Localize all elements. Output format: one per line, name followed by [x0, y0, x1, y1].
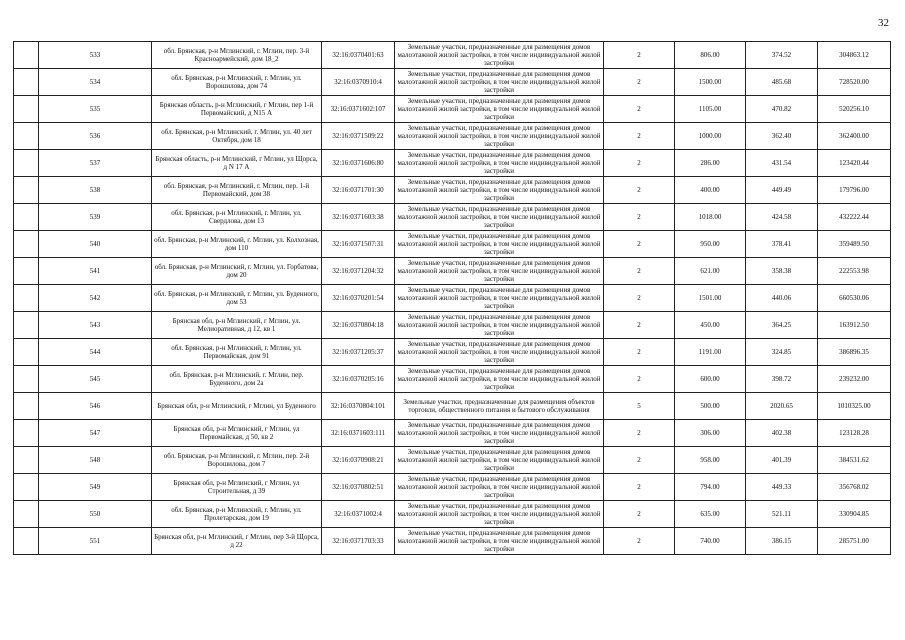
group-number-cell: 2 — [604, 42, 675, 69]
row-number-cell: 538 — [39, 177, 152, 204]
table-row — [14, 528, 891, 555]
area-cell: 740.00 — [675, 528, 746, 555]
cadastral-value-cell: 386896.35 — [818, 339, 891, 366]
cadastral-number-cell: 32:16:0370908:21 — [322, 447, 395, 474]
row-spacer-cell — [14, 393, 39, 420]
specific-cadastral-value-cell: 449.33 — [746, 474, 818, 501]
row-number-cell: 546 — [39, 393, 152, 420]
cadastral-value-cell: 330904.85 — [818, 501, 891, 528]
land-use-purpose-cell: Земельные участки, предназначенные для размещения домов малоэтажной жилой застройки, в том числе индивидуальной жилой застройки — [395, 204, 604, 231]
cadastral-value-cell: 1010325.00 — [818, 393, 891, 420]
row-number-cell: 548 — [39, 447, 152, 474]
cadastral-number-cell: 32:16:0370205:16 — [322, 366, 395, 393]
specific-cadastral-value-cell: 431.54 — [746, 150, 818, 177]
table-row — [14, 393, 891, 420]
area-cell: 286.00 — [675, 150, 746, 177]
land-use-purpose-cell: Земельные участки, предназначенные для размещения домов малоэтажной жилой застройки, в том числе индивидуальной жилой застройки — [395, 258, 604, 285]
group-number-cell: 2 — [604, 150, 675, 177]
row-number-cell: 534 — [39, 69, 152, 96]
cadastral-value-cell: 123420.44 — [818, 150, 891, 177]
land-use-purpose-cell: Земельные участки, предназначенные для размещения домов малоэтажной жилой застройки, в том числе индивидуальной жилой застройки — [395, 96, 604, 123]
specific-cadastral-value-cell: 324.85 — [746, 339, 818, 366]
area-cell: 621.00 — [675, 258, 746, 285]
row-number-cell: 541 — [39, 258, 152, 285]
land-use-purpose-cell: Земельные участки, предназначенные для размещения домов малоэтажной жилой застройки, в том числе индивидуальной жилой застройки — [395, 69, 604, 96]
cadastral-number-cell: 32:16:0371002:4 — [322, 501, 395, 528]
table-body — [14, 42, 891, 555]
address-cell: обл. Брянская, р-н Мглинский, г. Мглин, ул. 40 лет Октября, дом 18 — [152, 123, 322, 150]
row-spacer-cell — [14, 123, 39, 150]
area-cell: 1105.00 — [675, 96, 746, 123]
cadastral-number-cell: 32:16:0370804:101 — [322, 393, 395, 420]
table-row — [14, 69, 891, 96]
address-cell: Брянская область, р-н Мглинский, г Мглин, пер 1-й Первомайский, д N15 А — [152, 96, 322, 123]
address-cell: обл. Брянская, р-н Мглинский, г. Мглин, пер. Буденного, дом 2а — [152, 366, 322, 393]
row-number-cell: 543 — [39, 312, 152, 339]
cadastral-value-cell: 285751.00 — [818, 528, 891, 555]
address-cell: обл. Брянская, р-н Мглинский, г. Мглин, ул. Ворошилова, дом 74 — [152, 69, 322, 96]
group-number-cell: 2 — [604, 366, 675, 393]
specific-cadastral-value-cell: 470.82 — [746, 96, 818, 123]
group-number-cell: 2 — [604, 501, 675, 528]
group-number-cell: 2 — [604, 123, 675, 150]
specific-cadastral-value-cell: 398.72 — [746, 366, 818, 393]
cadastral-number-cell: 32:16:0371204:32 — [322, 258, 395, 285]
group-number-cell: 2 — [604, 258, 675, 285]
cadastral-value-cell: 359489.50 — [818, 231, 891, 258]
row-spacer-cell — [14, 69, 39, 96]
specific-cadastral-value-cell: 424.58 — [746, 204, 818, 231]
area-cell: 794.00 — [675, 474, 746, 501]
row-spacer-cell — [14, 231, 39, 258]
address-cell: обл. Брянская, р-н Мглинский, г. Мглин, ул. Колхозная, дом 110 — [152, 231, 322, 258]
cadastral-value-cell: 362400.00 — [818, 123, 891, 150]
group-number-cell: 2 — [604, 420, 675, 447]
table-row — [14, 42, 891, 69]
row-number-cell: 547 — [39, 420, 152, 447]
cadastral-number-cell: 32:16:0371603:38 — [322, 204, 395, 231]
land-use-purpose-cell: Земельные участки, предназначенные для размещения домов малоэтажной жилой застройки, в том числе индивидуальной жилой застройки — [395, 285, 604, 312]
row-number-cell: 542 — [39, 285, 152, 312]
area-cell: 806.00 — [675, 42, 746, 69]
table-row — [14, 150, 891, 177]
address-cell: Брянская обл, р-н Мглинский, г Мглин, ул Первомайская, д 50, кв 2 — [152, 420, 322, 447]
row-number-cell: 539 — [39, 204, 152, 231]
group-number-cell: 2 — [604, 528, 675, 555]
row-spacer-cell — [14, 42, 39, 69]
cadastral-value-cell: 123128.28 — [818, 420, 891, 447]
group-number-cell: 2 — [604, 69, 675, 96]
specific-cadastral-value-cell: 521.11 — [746, 501, 818, 528]
cadastral-value-cell: 728520.00 — [818, 69, 891, 96]
specific-cadastral-value-cell: 358.38 — [746, 258, 818, 285]
row-number-cell: 551 — [39, 528, 152, 555]
row-spacer-cell — [14, 204, 39, 231]
specific-cadastral-value-cell: 2020.65 — [746, 393, 818, 420]
land-use-purpose-cell: Земельные участки, предназначенные для размещения домов малоэтажной жилой застройки, в том числе индивидуальной жилой застройки — [395, 42, 604, 69]
address-cell: обл. Брянская, р-н Мглинский, г. Мглин, ул. Свердлова, дом 13 — [152, 204, 322, 231]
cadastral-value-cell: 222553.98 — [818, 258, 891, 285]
specific-cadastral-value-cell: 374.52 — [746, 42, 818, 69]
row-spacer-cell — [14, 258, 39, 285]
row-spacer-cell — [14, 501, 39, 528]
cadastral-value-cell: 356768.02 — [818, 474, 891, 501]
specific-cadastral-value-cell: 364.25 — [746, 312, 818, 339]
table-row — [14, 177, 891, 204]
row-spacer-cell — [14, 177, 39, 204]
row-spacer-cell — [14, 285, 39, 312]
row-spacer-cell — [14, 339, 39, 366]
group-number-cell: 2 — [604, 204, 675, 231]
land-use-purpose-cell: Земельные участки, предназначенные для размещения домов малоэтажной жилой застройки, в том числе индивидуальной жилой застройки — [395, 528, 604, 555]
table-row — [14, 420, 891, 447]
cadastral-number-cell: 32:16:0371603:111 — [322, 420, 395, 447]
land-use-purpose-cell: Земельные участки, предназначенные для размещения домов малоэтажной жилой застройки, в том числе индивидуальной жилой застройки — [395, 231, 604, 258]
cadastral-number-cell: 32:16:0370201:54 — [322, 285, 395, 312]
cadastral-value-cell: 384531.62 — [818, 447, 891, 474]
row-number-cell: 544 — [39, 339, 152, 366]
cadastral-number-cell: 32:16:0371701:30 — [322, 177, 395, 204]
area-cell: 1501.00 — [675, 285, 746, 312]
land-use-purpose-cell: Земельные участки, предназначенные для размещения домов малоэтажной жилой застройки, в том числе индивидуальной жилой застройки — [395, 501, 604, 528]
area-cell: 1000.00 — [675, 123, 746, 150]
cadastral-number-cell: 32:16:0371205:37 — [322, 339, 395, 366]
cadastral-value-cell: 520256.10 — [818, 96, 891, 123]
table-row — [14, 474, 891, 501]
specific-cadastral-value-cell: 401.39 — [746, 447, 818, 474]
area-cell: 958.00 — [675, 447, 746, 474]
row-spacer-cell — [14, 312, 39, 339]
land-use-purpose-cell: Земельные участки, предназначенные для размещения домов малоэтажной жилой застройки, в том числе индивидуальной жилой застройки — [395, 177, 604, 204]
area-cell: 400.00 — [675, 177, 746, 204]
land-use-purpose-cell: Земельные участки, предназначенные для размещения домов малоэтажной жилой застройки, в том числе индивидуальной жилой застройки — [395, 420, 604, 447]
cadastral-number-cell: 32:16:0371606:80 — [322, 150, 395, 177]
specific-cadastral-value-cell: 362.40 — [746, 123, 818, 150]
group-number-cell: 2 — [604, 312, 675, 339]
row-spacer-cell — [14, 447, 39, 474]
group-number-cell: 2 — [604, 474, 675, 501]
address-cell: обл. Брянская, р-н Мглинский, г. Мглин, пер. 2-й Ворошилова, дом 7 — [152, 447, 322, 474]
table-row — [14, 285, 891, 312]
land-use-purpose-cell: Земельные участки, предназначенные для размещения домов малоэтажной жилой застройки, в том числе индивидуальной жилой застройки — [395, 474, 604, 501]
cadastral-number-cell: 32:16:0371602:107 — [322, 96, 395, 123]
cadastral-value-cell: 432222.44 — [818, 204, 891, 231]
area-cell: 1191.00 — [675, 339, 746, 366]
cadastral-number-cell: 32:16:0370401:63 — [322, 42, 395, 69]
cadastral-number-cell: 32:16:0370804:18 — [322, 312, 395, 339]
cadastral-number-cell: 32:16:0371507:31 — [322, 231, 395, 258]
row-spacer-cell — [14, 96, 39, 123]
land-use-purpose-cell: Земельные участки, предназначенные для размещения домов малоэтажной жилой застройки, в том числе индивидуальной жилой застройки — [395, 150, 604, 177]
row-spacer-cell — [14, 528, 39, 555]
group-number-cell: 2 — [604, 285, 675, 312]
area-cell: 600.00 — [675, 366, 746, 393]
address-cell: обл. Брянская, р-н Мглинский, г. Мглин, ул. Буденного, дом 53 — [152, 285, 322, 312]
address-cell: обл. Брянская, р-н Мглинский, г. Мглин, ул. Пролетарская, дом 19 — [152, 501, 322, 528]
row-number-cell: 540 — [39, 231, 152, 258]
area-cell: 1500.00 — [675, 69, 746, 96]
group-number-cell: 5 — [604, 393, 675, 420]
address-cell: обл. Брянская, р-н Мглинский, г. Мглин, пер. 1-й Первомайский, дом 38 — [152, 177, 322, 204]
area-cell: 500.00 — [675, 393, 746, 420]
row-number-cell: 535 — [39, 96, 152, 123]
land-plots-table — [13, 41, 891, 555]
table-row — [14, 339, 891, 366]
table-row — [14, 312, 891, 339]
address-cell: Брянская обл, р-н Мглинский, г Мглин, ул Строительная, д 39 — [152, 474, 322, 501]
row-spacer-cell — [14, 366, 39, 393]
land-use-purpose-cell: Земельные участки, предназначенные для размещения домов малоэтажной жилой застройки, в том числе индивидуальной жилой застройки — [395, 447, 604, 474]
cadastral-value-cell: 239232.00 — [818, 366, 891, 393]
row-number-cell: 537 — [39, 150, 152, 177]
cadastral-number-cell: 32:16:0370910:4 — [322, 69, 395, 96]
specific-cadastral-value-cell: 386.15 — [746, 528, 818, 555]
cadastral-number-cell: 32:16:0370802:51 — [322, 474, 395, 501]
table-row — [14, 204, 891, 231]
specific-cadastral-value-cell: 402.38 — [746, 420, 818, 447]
land-use-purpose-cell: Земельные участки, предназначенные для размещения домов малоэтажной жилой застройки, в том числе индивидуальной жилой застройки — [395, 123, 604, 150]
land-use-purpose-cell: Земельные участки, предназначенные для размещения домов малоэтажной жилой застройки, в том числе индивидуальной жилой застройки — [395, 312, 604, 339]
address-cell: Брянская область, р-н Мглинский, г Мглин, ул Щорса, д N 17 А — [152, 150, 322, 177]
address-cell: обл. Брянская, р-н Мглинский, г. Мглин, пер. 3-й Красноармейский, дом 18_2 — [152, 42, 322, 69]
row-number-cell: 550 — [39, 501, 152, 528]
table-row — [14, 258, 891, 285]
row-number-cell: 549 — [39, 474, 152, 501]
group-number-cell: 2 — [604, 96, 675, 123]
table-row — [14, 366, 891, 393]
specific-cadastral-value-cell: 378.41 — [746, 231, 818, 258]
land-use-purpose-cell: Земельные участки, предназначенные для размещения объектов торговли, общественного питания и бытового обслуживания — [395, 393, 604, 420]
land-use-purpose-cell: Земельные участки, предназначенные для размещения домов малоэтажной жилой застройки, в том числе индивидуальной жилой застройки — [395, 339, 604, 366]
row-number-cell: 536 — [39, 123, 152, 150]
row-spacer-cell — [14, 420, 39, 447]
area-cell: 1018.00 — [675, 204, 746, 231]
group-number-cell: 2 — [604, 339, 675, 366]
cadastral-number-cell: 32:16:0371509:22 — [322, 123, 395, 150]
area-cell: 950.00 — [675, 231, 746, 258]
area-cell: 306.00 — [675, 420, 746, 447]
area-cell: 635.00 — [675, 501, 746, 528]
row-spacer-cell — [14, 474, 39, 501]
table-row — [14, 231, 891, 258]
cadastral-value-cell: 304863.12 — [818, 42, 891, 69]
specific-cadastral-value-cell: 440.06 — [746, 285, 818, 312]
row-number-cell: 533 — [39, 42, 152, 69]
row-spacer-cell — [14, 150, 39, 177]
cadastral-value-cell: 660530.06 — [818, 285, 891, 312]
address-cell: Брянская обл, р-н Мглинский, г Мглин, пер 3-й Щорса, д 22 — [152, 528, 322, 555]
table-row — [14, 123, 891, 150]
page-number: 32 — [878, 17, 889, 29]
cadastral-number-cell: 32:16:0371703:33 — [322, 528, 395, 555]
table-row — [14, 96, 891, 123]
cadastral-value-cell: 163912.50 — [818, 312, 891, 339]
specific-cadastral-value-cell: 485.68 — [746, 69, 818, 96]
address-cell: Брянская обл, р-н Мглинский, г Мглин, ул Буденного — [152, 393, 322, 420]
address-cell: Брянская обл, р-н Мглинский, г Мглин, ул. Мелиоративная, д 12, кв 1 — [152, 312, 322, 339]
land-use-purpose-cell: Земельные участки, предназначенные для размещения домов малоэтажной жилой застройки, в том числе индивидуальной жилой застройки — [395, 366, 604, 393]
cadastral-value-cell: 179796.00 — [818, 177, 891, 204]
area-cell: 450.00 — [675, 312, 746, 339]
specific-cadastral-value-cell: 449.49 — [746, 177, 818, 204]
address-cell: обл. Брянская, р-н Мглинский, г. Мглин, ул. Горбатова, дом 20 — [152, 258, 322, 285]
table-row — [14, 501, 891, 528]
table-row — [14, 447, 891, 474]
row-number-cell: 545 — [39, 366, 152, 393]
address-cell: обл. Брянская, р-н Мглинский, г. Мглин, ул. Первомайская, дом 91 — [152, 339, 322, 366]
group-number-cell: 2 — [604, 177, 675, 204]
group-number-cell: 2 — [604, 231, 675, 258]
group-number-cell: 2 — [604, 447, 675, 474]
